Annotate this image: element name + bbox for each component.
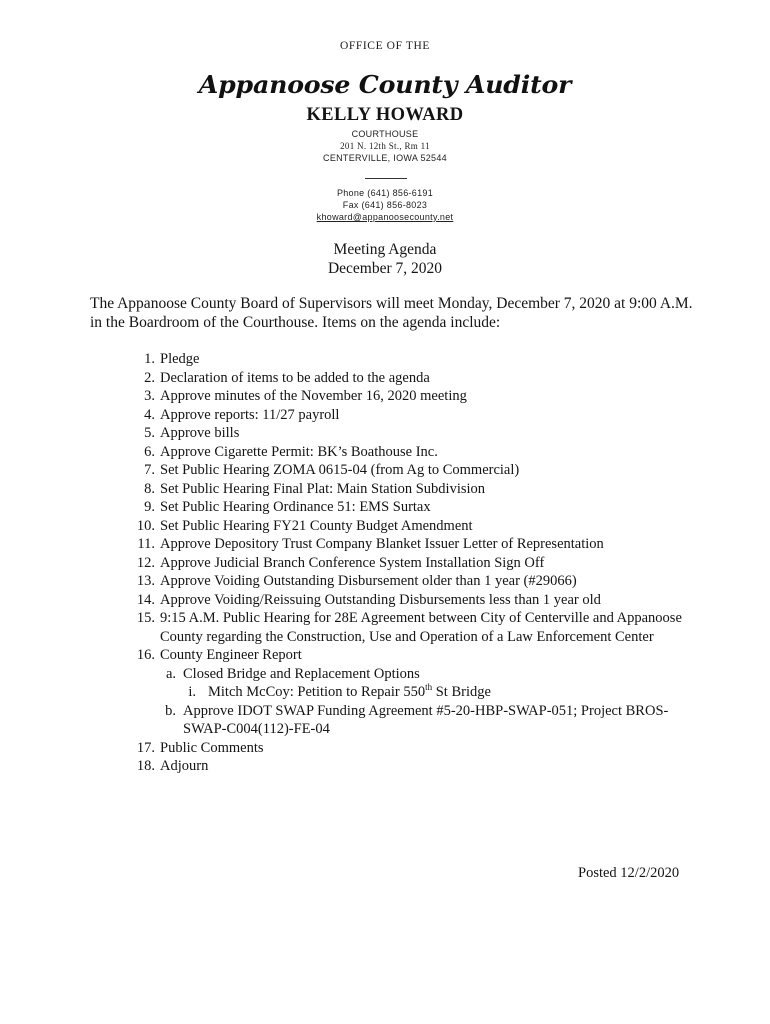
agenda-item xyxy=(133,350,693,369)
item-number: 5. xyxy=(144,425,155,441)
agenda-item xyxy=(133,554,693,573)
agenda-item xyxy=(133,424,693,443)
item-number: 6. xyxy=(144,443,155,460)
address-line-1: COURTHOUSE xyxy=(351,129,419,139)
agenda-date: December 7, 2020 xyxy=(327,260,443,277)
item-number: 3. xyxy=(144,388,155,404)
item-number: 2. xyxy=(144,369,155,386)
intro-paragraph: The Appanoose County Board of Supervisors will meet Monday, December 7, 2020 at 9:00 A.M. in the Boardroom of the Courthouse. Items on the agenda include: xyxy=(90,295,693,331)
item-number: 8. xyxy=(144,480,155,497)
subitem-label: a. xyxy=(165,665,176,682)
item-text: Pledge xyxy=(160,351,200,367)
item-text: Approve Voiding Outstanding Disbursement older than 1 year (#29066) xyxy=(160,573,577,589)
ordinal-suffix: th xyxy=(425,682,433,693)
item-number: 10. xyxy=(136,517,155,534)
item-text: Set Public Hearing FY21 County Budget Amendment xyxy=(160,517,473,534)
engineer-subitem-a-i xyxy=(160,683,693,702)
engineer-subitem-a xyxy=(160,665,693,684)
item-number: 14. xyxy=(136,591,155,608)
email-link[interactable]: khoward@appanoosecounty.net xyxy=(316,212,454,222)
subitem-text: Closed Bridge and Replacement Options xyxy=(183,665,420,682)
subitem-label: i. xyxy=(188,684,196,700)
item-number: 13. xyxy=(136,573,155,589)
agenda-list xyxy=(133,350,693,776)
agenda-item xyxy=(133,609,693,646)
phone-number: Phone (641) 856-6191 xyxy=(336,188,434,198)
item-number: 12. xyxy=(136,554,155,571)
item-number: 17. xyxy=(136,739,155,756)
agenda-item xyxy=(133,369,693,388)
subitem-text: Approve IDOT SWAP Funding Agreement #5-20-HBP-SWAP-051; Project BROS-SWAP-C004(112)-FE-04 xyxy=(183,702,669,737)
auditor-name: KELLY HOWARD xyxy=(306,105,464,125)
item-text: Set Public Hearing Ordinance 51: EMS Surtax xyxy=(160,499,431,515)
item-text: Adjourn xyxy=(160,758,209,774)
agenda-item xyxy=(133,387,693,406)
item-text: Declaration of items to be added to the agenda xyxy=(160,369,430,386)
item-text: Public Comments xyxy=(160,739,264,756)
item-number: 4. xyxy=(144,406,155,423)
item-number: 18. xyxy=(136,758,155,774)
item-text: Approve Judicial Branch Conference System Installation Sign Off xyxy=(160,554,545,571)
agenda-item xyxy=(133,517,693,536)
agenda-item xyxy=(133,406,693,425)
agenda-item xyxy=(133,480,693,499)
item-text: County Engineer Report xyxy=(160,647,302,663)
item-text: Set Public Hearing ZOMA 0615-04 (from Ag to Commercial) xyxy=(160,462,520,478)
item-text: Approve Cigarette Permit: BK’s Boathouse Inc. xyxy=(160,443,438,460)
agenda-item xyxy=(133,757,693,776)
posted-date: Posted 12/2/2020 xyxy=(578,865,680,881)
agenda-item xyxy=(133,443,693,462)
item-number: 16. xyxy=(136,647,155,663)
fax-number: Fax (641) 856-8023 xyxy=(342,200,428,210)
agenda-item xyxy=(133,591,693,610)
item-number: 9. xyxy=(144,499,155,515)
auditor-title: Appanoose County Auditor xyxy=(198,70,572,99)
item-number: 7. xyxy=(144,462,155,478)
subitem-text-tail: St Bridge xyxy=(432,684,491,700)
office-label: OFFICE OF THE xyxy=(339,40,431,52)
engineer-subitem-b xyxy=(160,702,693,739)
address-line-3: CENTERVILLE, IOWA 52544 xyxy=(323,153,447,163)
item-text: 9:15 A.M. Public Hearing for 28E Agreement between City of Centerville and Appanoose County regarding the Construction, Use and Operation of a Law Enforcement Center xyxy=(160,610,682,645)
agenda-item xyxy=(133,461,693,480)
item-text: Approve Depository Trust Company Blanket Issuer Letter of Representation xyxy=(160,536,604,552)
subitem-label: b. xyxy=(165,702,176,719)
item-text: Approve minutes of the November 16, 2020 meeting xyxy=(160,388,467,404)
address-line-2: 201 N. 12th St., Rm 11 xyxy=(340,141,430,151)
item-text: Approve Voiding/Reissuing Outstanding Disbursements less than 1 year old xyxy=(160,591,601,608)
agenda-item xyxy=(133,498,693,517)
item-number: 1. xyxy=(144,351,155,367)
item-text: Set Public Hearing Final Plat: Main Station Subdivision xyxy=(160,480,486,497)
agenda-item xyxy=(133,646,693,739)
subitem-text: Mitch McCoy: Petition to Repair 550 xyxy=(208,684,426,700)
header-divider xyxy=(365,178,407,179)
agenda-title: Meeting Agenda xyxy=(333,241,437,258)
item-number: 11. xyxy=(137,536,155,552)
agenda-item xyxy=(133,739,693,758)
agenda-item xyxy=(133,572,693,591)
item-number: 15. xyxy=(136,610,155,626)
agenda-item xyxy=(133,535,693,554)
item-text: Approve bills xyxy=(160,425,240,441)
item-text: Approve reports: 11/27 payroll xyxy=(160,406,340,423)
